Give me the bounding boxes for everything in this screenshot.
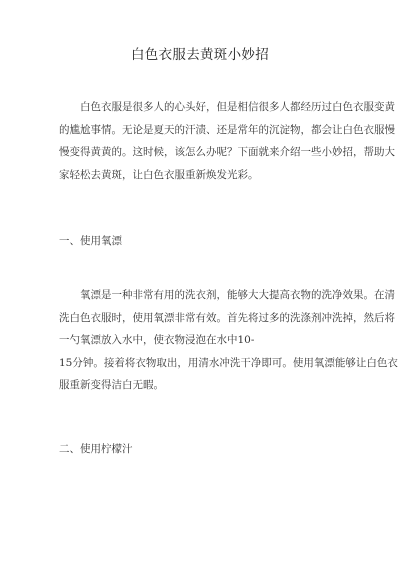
intro-paragraph bbox=[59, 96, 395, 186]
intro-line: 白色衣服是很多人的心头好，但是相信很多人都经历过白色衣服变黄 bbox=[59, 101, 395, 113]
section1-line: 服重新变得洁白无暇。 bbox=[59, 379, 164, 391]
intro-line: 慢变得黄黄的。这时候，该怎么办呢？下面就来介绍一些小妙招，帮助大 bbox=[59, 146, 395, 158]
section1-paragraph bbox=[59, 284, 398, 397]
intro-line: 的尴尬事情。无论是夏天的汗渍、还是常年的沉淀物，都会让白色衣服慢 bbox=[59, 123, 395, 136]
section1-line: 氧漂是一种非常有用的洗衣剂，能够大大提高衣物的洗净效果。在清 bbox=[59, 289, 395, 301]
section1-line: 一勺氧漂放入水中，使衣物浸泡在水中10- bbox=[59, 334, 255, 346]
section1-line: 15分钟。接着将衣物取出，用清水冲洗干净即可。使用氧漂能够让白色衣 bbox=[59, 356, 398, 369]
document-title: 白色衣服去黄斑小妙招 bbox=[131, 47, 269, 63]
section-heading-2: 二、使用柠檬汁 bbox=[59, 443, 133, 455]
section1-line: 洗白色衣服时，使用氧漂非常有效。首先将过多的洗涤剂冲洗掉，然后将 bbox=[59, 311, 395, 324]
section-heading-1: 一、使用氧漂 bbox=[59, 235, 122, 247]
intro-line: 家轻松去黄斑，让白色衣服重新焕发光彩。 bbox=[59, 168, 259, 181]
